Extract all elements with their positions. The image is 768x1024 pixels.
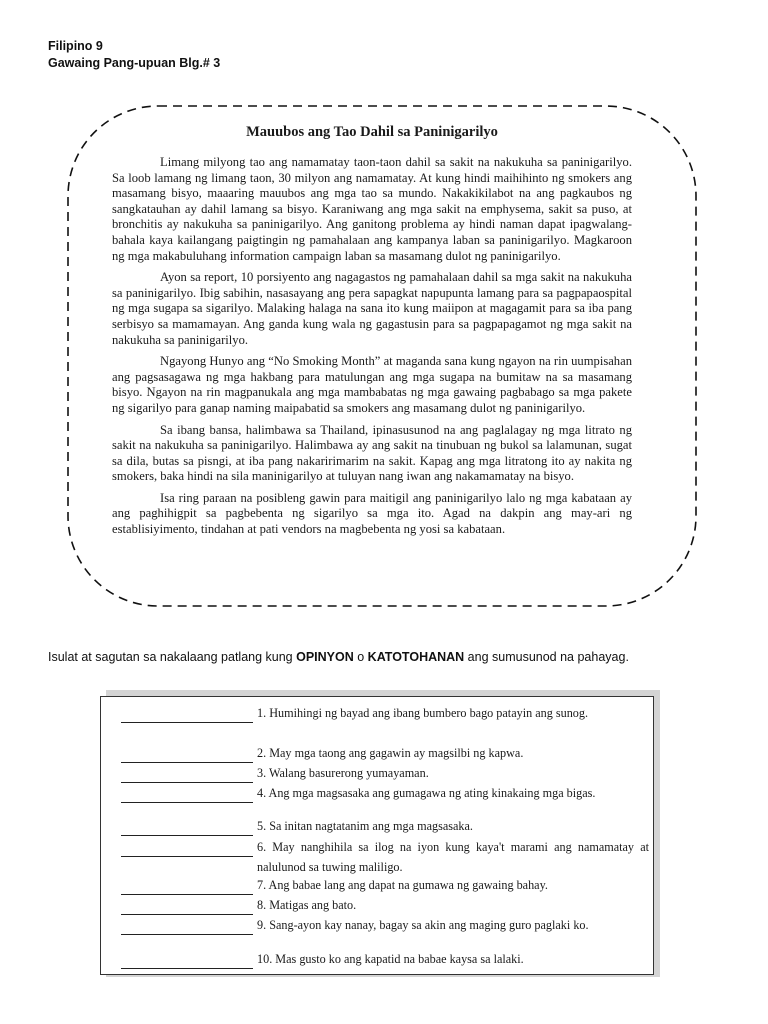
- answer-blank[interactable]: [121, 955, 253, 969]
- item-text: 6. May nanghihila sa ilog na iyon kung kaya't marami ang namamatay at nalulunod sa tuwing maliligo.: [257, 840, 649, 874]
- instructions-text-1: Isulat at sagutan sa nakalaang patlang kung: [48, 650, 297, 664]
- exercise-item: [121, 819, 649, 836]
- keyword-opinyon: OPINYON: [296, 650, 354, 664]
- exercise-item: [121, 918, 649, 935]
- item-text: 7. Ang babae lang ang dapat na gumawa ng gawaing bahay.: [257, 878, 548, 892]
- paragraph-2: Ayon sa report, 10 porsiyento ang nagagastos ng pamahalaan dahil sa mga sakit na nakukuha sa paninigarilyo. Ibig sabihin, nasasayang ang pera sapagkat napupunta lamang para sa pagpapaospital ng mga sugapa sa sigarilyo. Malaking halaga na sana ito kung maiipon at magagamit para sa iba pang serbisyo sa mamamayan. Ang ganda kung wala ng gagastusin para sa pagpapagamot ng mga sakit na nakukuha sa paninigarilyo.: [112, 270, 632, 347]
- answer-blank[interactable]: [121, 709, 253, 723]
- worksheet-header: [48, 38, 220, 72]
- answer-blank[interactable]: [121, 822, 253, 836]
- instructions-text-2: o: [353, 650, 368, 664]
- item-text: 8. Matigas ang bato.: [257, 898, 357, 912]
- instructions-text-3: ang sumusunod na pahayag.: [464, 650, 629, 664]
- item-text: 10. Mas gusto ko ang kapatid na babae kaysa sa lalaki.: [257, 952, 524, 966]
- exercise-item: [121, 706, 649, 723]
- answer-blank[interactable]: [121, 789, 253, 803]
- instructions: [48, 650, 738, 666]
- keyword-katotohanan: KATOTOHANAN: [367, 650, 465, 664]
- activity-title: Gawaing Pang-upuan Blg.# 3: [48, 56, 221, 70]
- reading-title: Mauubos ang Tao Dahil sa Paninigarilyo: [246, 124, 498, 140]
- paragraph-3: Ngayong Hunyo ang “No Smoking Month” at maganda sana kung ngayon na rin uumpisahan ang pagsasagawa ng mga hakbang para matulungan ang mga sugapa na bumitaw na sa masamang bisyo. Ngayon na rin magpanukala ang mga mambabatas ng mga gawaing pagbabago sa mga pakete ng sigarilyo para ganap naming maipabatid sa smokers ang masamang dulot ng paninigarilyo.: [112, 354, 632, 415]
- exercise-item: [121, 766, 649, 783]
- answer-blank[interactable]: [121, 749, 253, 763]
- paragraph-1: Limang milyong tao ang namamatay taon-taon dahil sa sakit na nakukuha sa paninigarilyo. Sa loob lamang ng limang taon, 30 milyon ang namamatay. At kung hindi maihihinto ng smokers ang masamang bisyo, maaaring mauubos ang mga tao sa mundo. Nakakikilabot na ang pagkaubos ng sangkatauhan ay dahil lamang sa bisyo. Karaniwang ang mga sakit na emphysema, sakit sa puso, at bronchitis ay nakukuha sa paninigarilyo. Ang ganitong problema ay hindi naman dapat ipagwalang-bahala kaya kailangang paigtingin ng pamahalaan ang kampanya laban sa paninigarilyo. Magkaroon ng mga makabuluhang information campaign laban sa masamang dulot ng paninigarilyo.: [112, 155, 632, 263]
- item-text: 5. Sa initan nagtatanim ang mga magsasaka.: [257, 819, 473, 833]
- exercise-item: [121, 952, 649, 969]
- exercise-box: [100, 696, 654, 975]
- reading-passage: [112, 124, 632, 544]
- subject-label: Filipino 9: [48, 39, 103, 53]
- item-text: 4. Ang mga magsasaka ang gumagawa ng ating kinakaing mga bigas.: [257, 786, 596, 800]
- exercise-item: [121, 786, 649, 803]
- item-text: 3. Walang basurerong yumayaman.: [257, 766, 429, 780]
- answer-blank[interactable]: [121, 881, 253, 895]
- item-text: 1. Humihingi ng bayad ang ibang bumbero bago patayin ang sunog.: [257, 706, 589, 720]
- answer-blank[interactable]: [121, 843, 253, 857]
- answer-blank[interactable]: [121, 769, 253, 783]
- exercise-item: [121, 898, 649, 915]
- paragraph-5: Isa ring paraan na posibleng gawin para maitigil ang paninigarilyo lalo ng mga kabataan ay ang paghihigpit sa pagbebenta ng sigarilyo sa mga ito. Agad na dakpin ang may-ari ng establisiyimento, tindahan at pati vendors na magbebenta ng yosi sa kabataan.: [112, 490, 632, 537]
- answer-blank[interactable]: [121, 921, 253, 935]
- item-text: 9. Sang-ayon kay nanay, bagay sa akin ang maging guro paglaki ko.: [257, 918, 589, 932]
- item-text: 2. May mga taong ang gagawin ay magsilbi ng kapwa.: [257, 746, 524, 760]
- exercise-item: [121, 840, 649, 877]
- paragraph-4: Sa ibang bansa, halimbawa sa Thailand, ipinasusunod na ang paglalagay ng mga litrato ng sakit na nakukuha sa paninigarilyo. Halimbawa ay ang sakit na tinubuan ng bukol sa lalamunan, sugat sa dila, butas sa pisngi, at iba pang nakaririmarim na sakit. Kapag ang mga litratong ito ay nakita ng smokers, baka hindi na sila maninigarilyo at tuluyan nang iwan ang nakamamatay na bisyo.: [112, 422, 632, 484]
- exercise-item: [121, 746, 649, 763]
- reading-bubble: [64, 102, 700, 610]
- answer-blank[interactable]: [121, 901, 253, 915]
- exercise-item: [121, 878, 649, 895]
